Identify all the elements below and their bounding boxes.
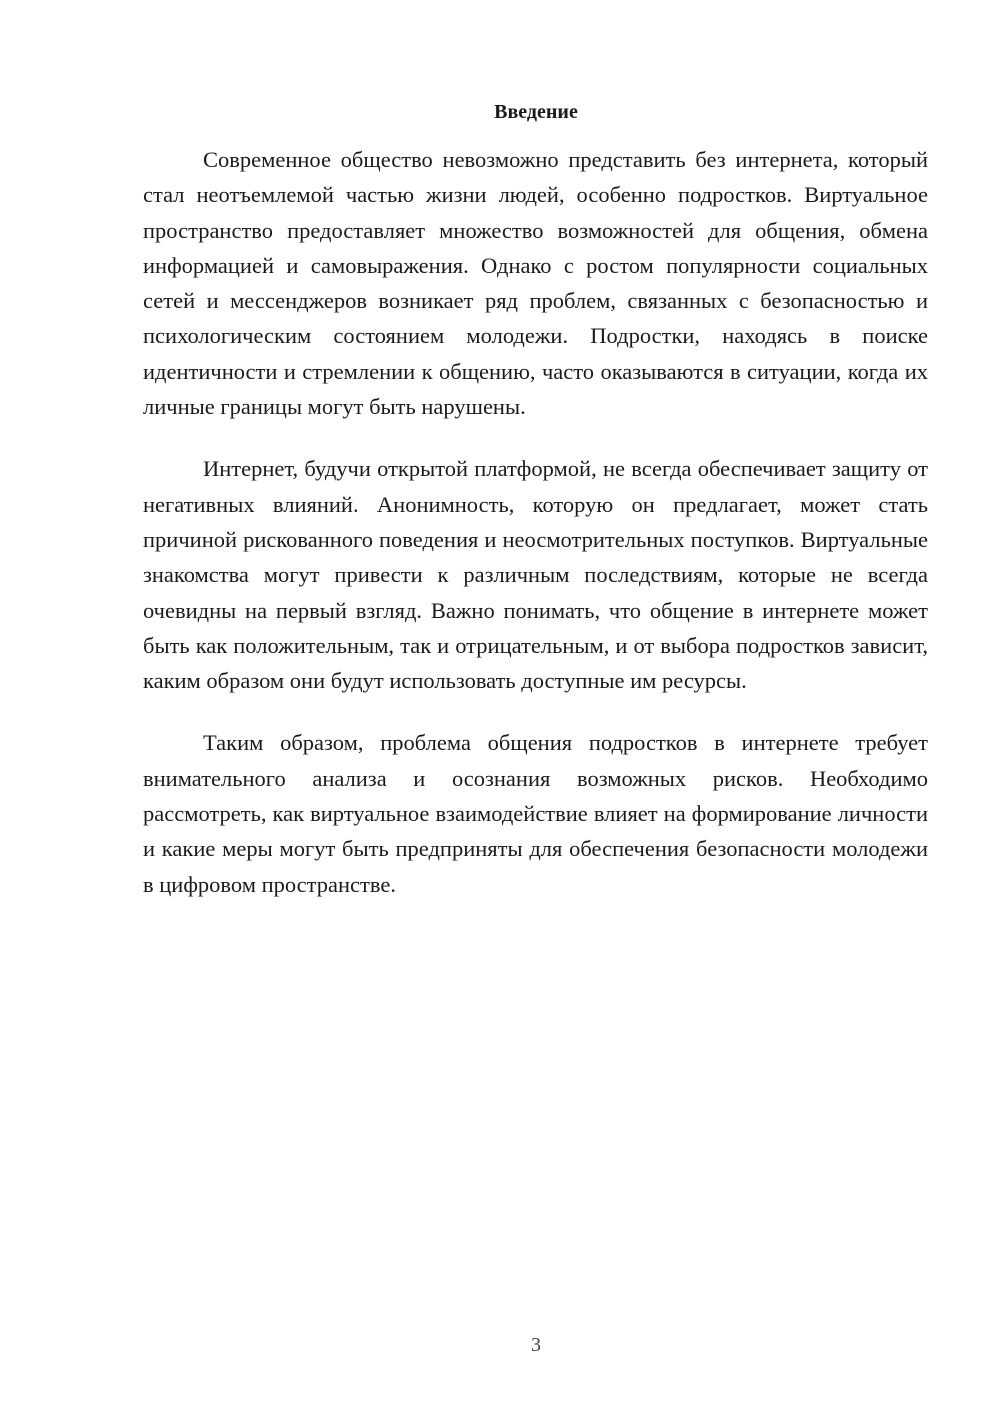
paragraph-3: Таким образом, проблема общения подростков в интернете требует внимательного анализа и осознания возможных рисков. Необходимо рассмотреть, как виртуальное взаимодействие влияет на формирование личности и какие меры могут быть предприняты для обеспечения безопасности молодежи в цифровом пространстве. bbox=[143, 730, 928, 897]
body-text bbox=[143, 142, 928, 929]
paragraph-2: Интернет, будучи открытой платформой, не всегда обеспечивает защиту от негативных влияний. Анонимность, которую он предлагает, может стать причиной рискованного поведения и неосмотрительных поступков. Виртуальные знакомства могут привести к различным последствиям, которые не всегда очевидны на первый взгляд. Важно понимать, что общение в интернете может быть как положительным, так и отрицательным, и от выбора подростков зависит, каким образом они будут использовать доступные им ресурсы. bbox=[143, 456, 928, 694]
page-number: 3 bbox=[531, 1334, 541, 1356]
section-heading: Введение bbox=[494, 101, 578, 123]
paragraph-1: Современное общество невозможно представить без интернета, который стал неотъемлемой частью жизни людей, особенно подростков. Виртуальное пространство предоставляет множество возможностей для общения, обмена информацией и самовыражения. Однако с ростом популярности социальных сетей и мессенджеров возникает ряд проблем, связанных с безопасностью и психологическим состоянием молодежи. Подростки, находясь в поиске идентичности и стремлении к общению, часто оказываются в ситуации, когда их личные границы могут быть нарушены. bbox=[143, 147, 928, 420]
